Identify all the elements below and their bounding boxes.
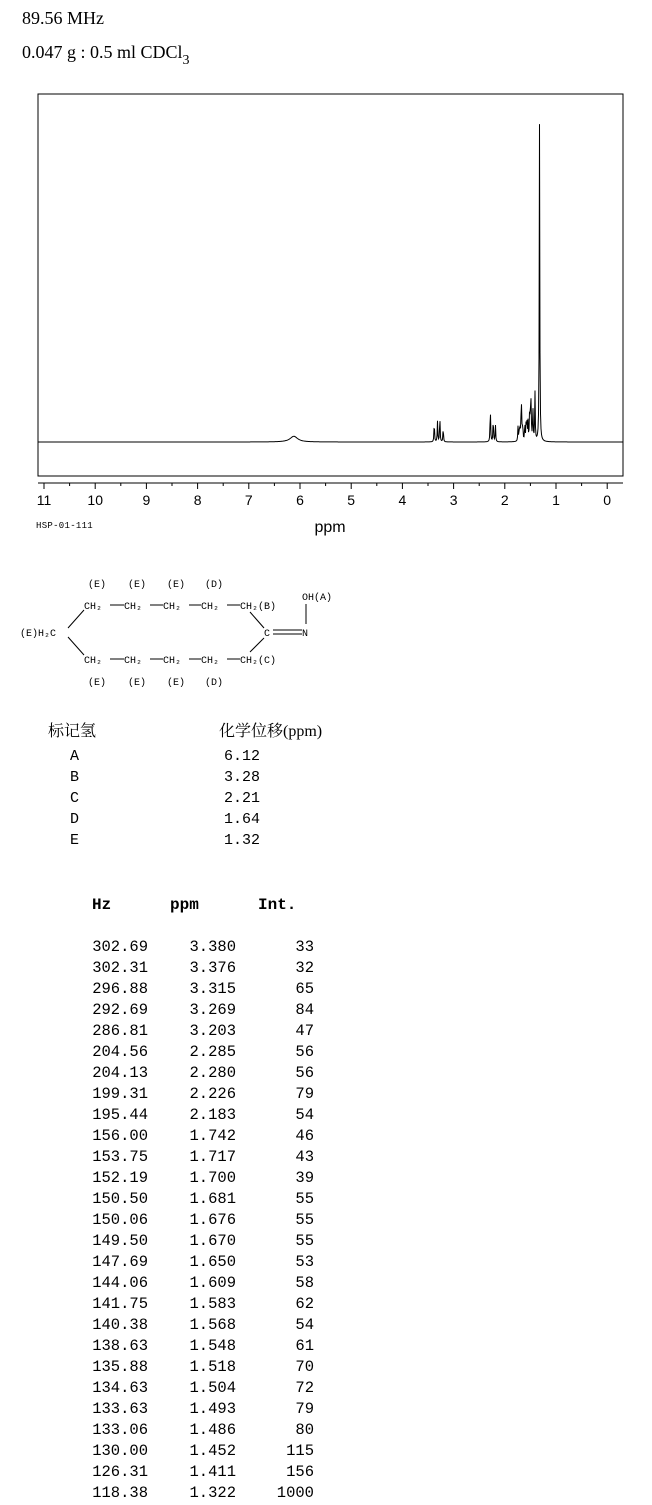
peak-hz: 152.19 [92,1169,148,1187]
tick-label: 8 [193,492,202,508]
peak-hz: 134.63 [92,1379,148,1397]
peak-hz: 204.13 [92,1064,148,1082]
peak-intensity: 46 [295,1127,314,1145]
peak-ppm: 1.493 [189,1400,236,1418]
spectrum-code: HSP-01-111 [36,521,94,531]
peak-ppm: 1.670 [189,1232,236,1250]
tick-label: 4 [398,492,407,508]
tick-label: 9 [142,492,151,508]
top-label-4: (D) [205,580,224,591]
peak-intensity: 156 [286,1463,314,1481]
peak-intensity: 80 [295,1421,314,1439]
peak-intensity: 55 [295,1232,314,1250]
peak-ppm: 1.717 [189,1148,236,1166]
peak-hz: 156.00 [92,1127,148,1145]
peak-ppm: 1.568 [189,1316,236,1334]
peak-hz: 302.69 [92,938,148,956]
peak-intensity: 61 [295,1337,314,1355]
peak-ppm: 2.183 [189,1106,236,1124]
peak-ppm: 1.486 [189,1421,236,1439]
hydrogen-label: B [70,769,80,786]
peak-hz: 130.00 [92,1442,148,1460]
peak-hz: 133.63 [92,1400,148,1418]
peak-header-ppm: ppm [170,896,199,914]
peak-hz: 126.31 [92,1463,148,1481]
peak-hz: 204.56 [92,1043,148,1061]
peak-ppm: 1.676 [189,1211,236,1229]
axis-label-ppm: ppm [314,519,346,536]
peak-ppm: 3.269 [189,1001,236,1019]
peak-intensity: 55 [295,1190,314,1208]
peak-hz: 149.50 [92,1232,148,1250]
oh-group: OH(A) [302,593,333,604]
spectrum-trace [38,124,623,442]
peak-ppm: 1.411 [189,1463,236,1481]
peak-hz: 133.06 [92,1421,148,1439]
top-ch2-1: CH₂ [84,602,103,613]
bond [250,638,264,652]
peak-intensity: 70 [295,1358,314,1376]
bottom-ch2-c: CH₂(C) [240,656,277,667]
peak-ppm: 1.548 [189,1337,236,1355]
top-label-2: (E) [128,580,147,591]
peak-intensity: 79 [295,1400,314,1418]
tick-label: 5 [347,492,356,508]
chemical-shift-value: 6.12 [224,748,261,765]
peak-ppm: 1.681 [189,1190,236,1208]
bond [250,612,264,628]
c-atom: C [264,629,271,640]
peak-hz: 147.69 [92,1253,148,1271]
chemical-shift-value: 1.32 [224,832,261,849]
peak-intensity: 115 [286,1442,314,1460]
tick-label: 2 [500,492,509,508]
bottom-ch2-1: CH₂ [84,656,103,667]
axis-tick-labels [37,492,612,508]
peak-ppm: 3.376 [189,959,236,977]
peak-ppm: 1.322 [189,1484,236,1502]
sample-concentration [22,42,190,68]
tick-label: 7 [244,492,253,508]
bond [68,610,84,628]
sample-subscript: 3 [182,53,190,68]
top-ch2-3: CH₂ [163,602,182,613]
peak-hz: 144.06 [92,1274,148,1292]
top-ch2-2: CH₂ [124,602,143,613]
peak-ppm: 3.315 [189,980,236,998]
top-label-3: (E) [167,580,186,591]
peak-ppm: 1.650 [189,1253,236,1271]
peak-ppm: 1.609 [189,1274,236,1292]
shift-table-header-label: 标记氢 [48,723,97,740]
peak-hz: 138.63 [92,1337,148,1355]
peak-ppm: 1.700 [189,1169,236,1187]
peak-intensity: 53 [295,1253,314,1271]
hydrogen-label: E [70,832,80,849]
peak-hz: 195.44 [92,1106,148,1124]
bottom-ch2-2: CH₂ [124,656,143,667]
peak-intensity: 1000 [276,1484,314,1502]
peak-ppm: 1.504 [189,1379,236,1397]
peak-hz: 286.81 [92,1022,148,1040]
peak-intensity: 32 [295,959,314,977]
tick-label: 11 [36,492,52,508]
hydrogen-label: C [70,790,80,807]
peak-header-hz: Hz [92,896,112,914]
peak-hz: 302.31 [92,959,148,977]
nmr-spectrum [0,80,652,550]
chemical-shift-value: 1.64 [224,811,261,828]
peak-intensity: 84 [295,1001,314,1019]
top-label-1: (E) [88,580,107,591]
peak-intensity: 72 [295,1379,314,1397]
peak-ppm: 1.742 [189,1127,236,1145]
peak-ppm: 1.518 [189,1358,236,1376]
peak-intensity: 47 [295,1022,314,1040]
n-atom: N [302,629,309,640]
peak-header-int: Int. [258,896,297,914]
tick-label: 6 [296,492,304,508]
peak-intensity: 54 [295,1106,314,1124]
peak-ppm: 2.285 [189,1043,236,1061]
peak-ppm: 3.203 [189,1022,236,1040]
peak-ppm: 3.380 [189,938,236,956]
peak-hz: 118.38 [92,1484,148,1502]
peak-hz: 150.50 [92,1190,148,1208]
sample-text: 0.047 g : 0.5 ml CDCl [22,42,183,62]
peak-hz: 292.69 [92,1001,148,1019]
tick-label: 1 [552,492,560,508]
bottom-label-1: (E) [88,678,107,689]
bottom-label-2: (E) [128,678,147,689]
peak-hz: 150.06 [92,1211,148,1229]
peak-hz: 153.75 [92,1148,148,1166]
hydrogen-label: A [70,748,80,765]
tick-label: 3 [449,492,458,508]
peak-intensity: 65 [295,980,314,998]
peak-intensity: 54 [295,1316,314,1334]
peak-hz: 199.31 [92,1085,148,1103]
peak-intensity: 43 [295,1148,314,1166]
peak-hz: 140.38 [92,1316,148,1334]
peak-ppm: 1.452 [189,1442,236,1460]
bottom-label-3: (E) [167,678,186,689]
hydrogen-label: D [70,811,80,828]
peak-intensity: 56 [295,1064,314,1082]
peak-hz: 135.88 [92,1358,148,1376]
axis-ticks [44,483,607,489]
tick-label: 0 [603,492,612,508]
tick-label: 10 [87,492,103,508]
top-ch2-b: CH₂(B) [240,602,277,613]
peak-intensity: 55 [295,1211,314,1229]
chemical-shift-value: 3.28 [224,769,261,786]
peak-intensity: 62 [295,1295,314,1313]
structure-diagram [12,572,362,692]
peak-intensity: 79 [295,1085,314,1103]
peak-ppm: 2.280 [189,1064,236,1082]
peak-ppm: 2.226 [189,1085,236,1103]
shift-table-header-ppm: 化学位移(ppm) [219,723,323,740]
peak-hz: 296.88 [92,980,148,998]
bottom-ch2-4: CH₂ [201,656,220,667]
peak-intensity: 56 [295,1043,314,1061]
peak-intensity: 33 [295,938,314,956]
peak-intensity: 58 [295,1274,314,1292]
peak-ppm: 1.583 [189,1295,236,1313]
bottom-ch2-3: CH₂ [163,656,182,667]
top-ch2-4: CH₂ [201,602,220,613]
peak-intensity: 39 [295,1169,314,1187]
left-ch2: (E)H₂C [20,629,57,640]
bottom-label-4: (D) [205,678,224,689]
peak-hz: 141.75 [92,1295,148,1313]
spectrometer-frequency: 89.56 MHz [22,8,104,28]
bond [68,637,84,655]
chemical-shift-value: 2.21 [224,790,261,807]
